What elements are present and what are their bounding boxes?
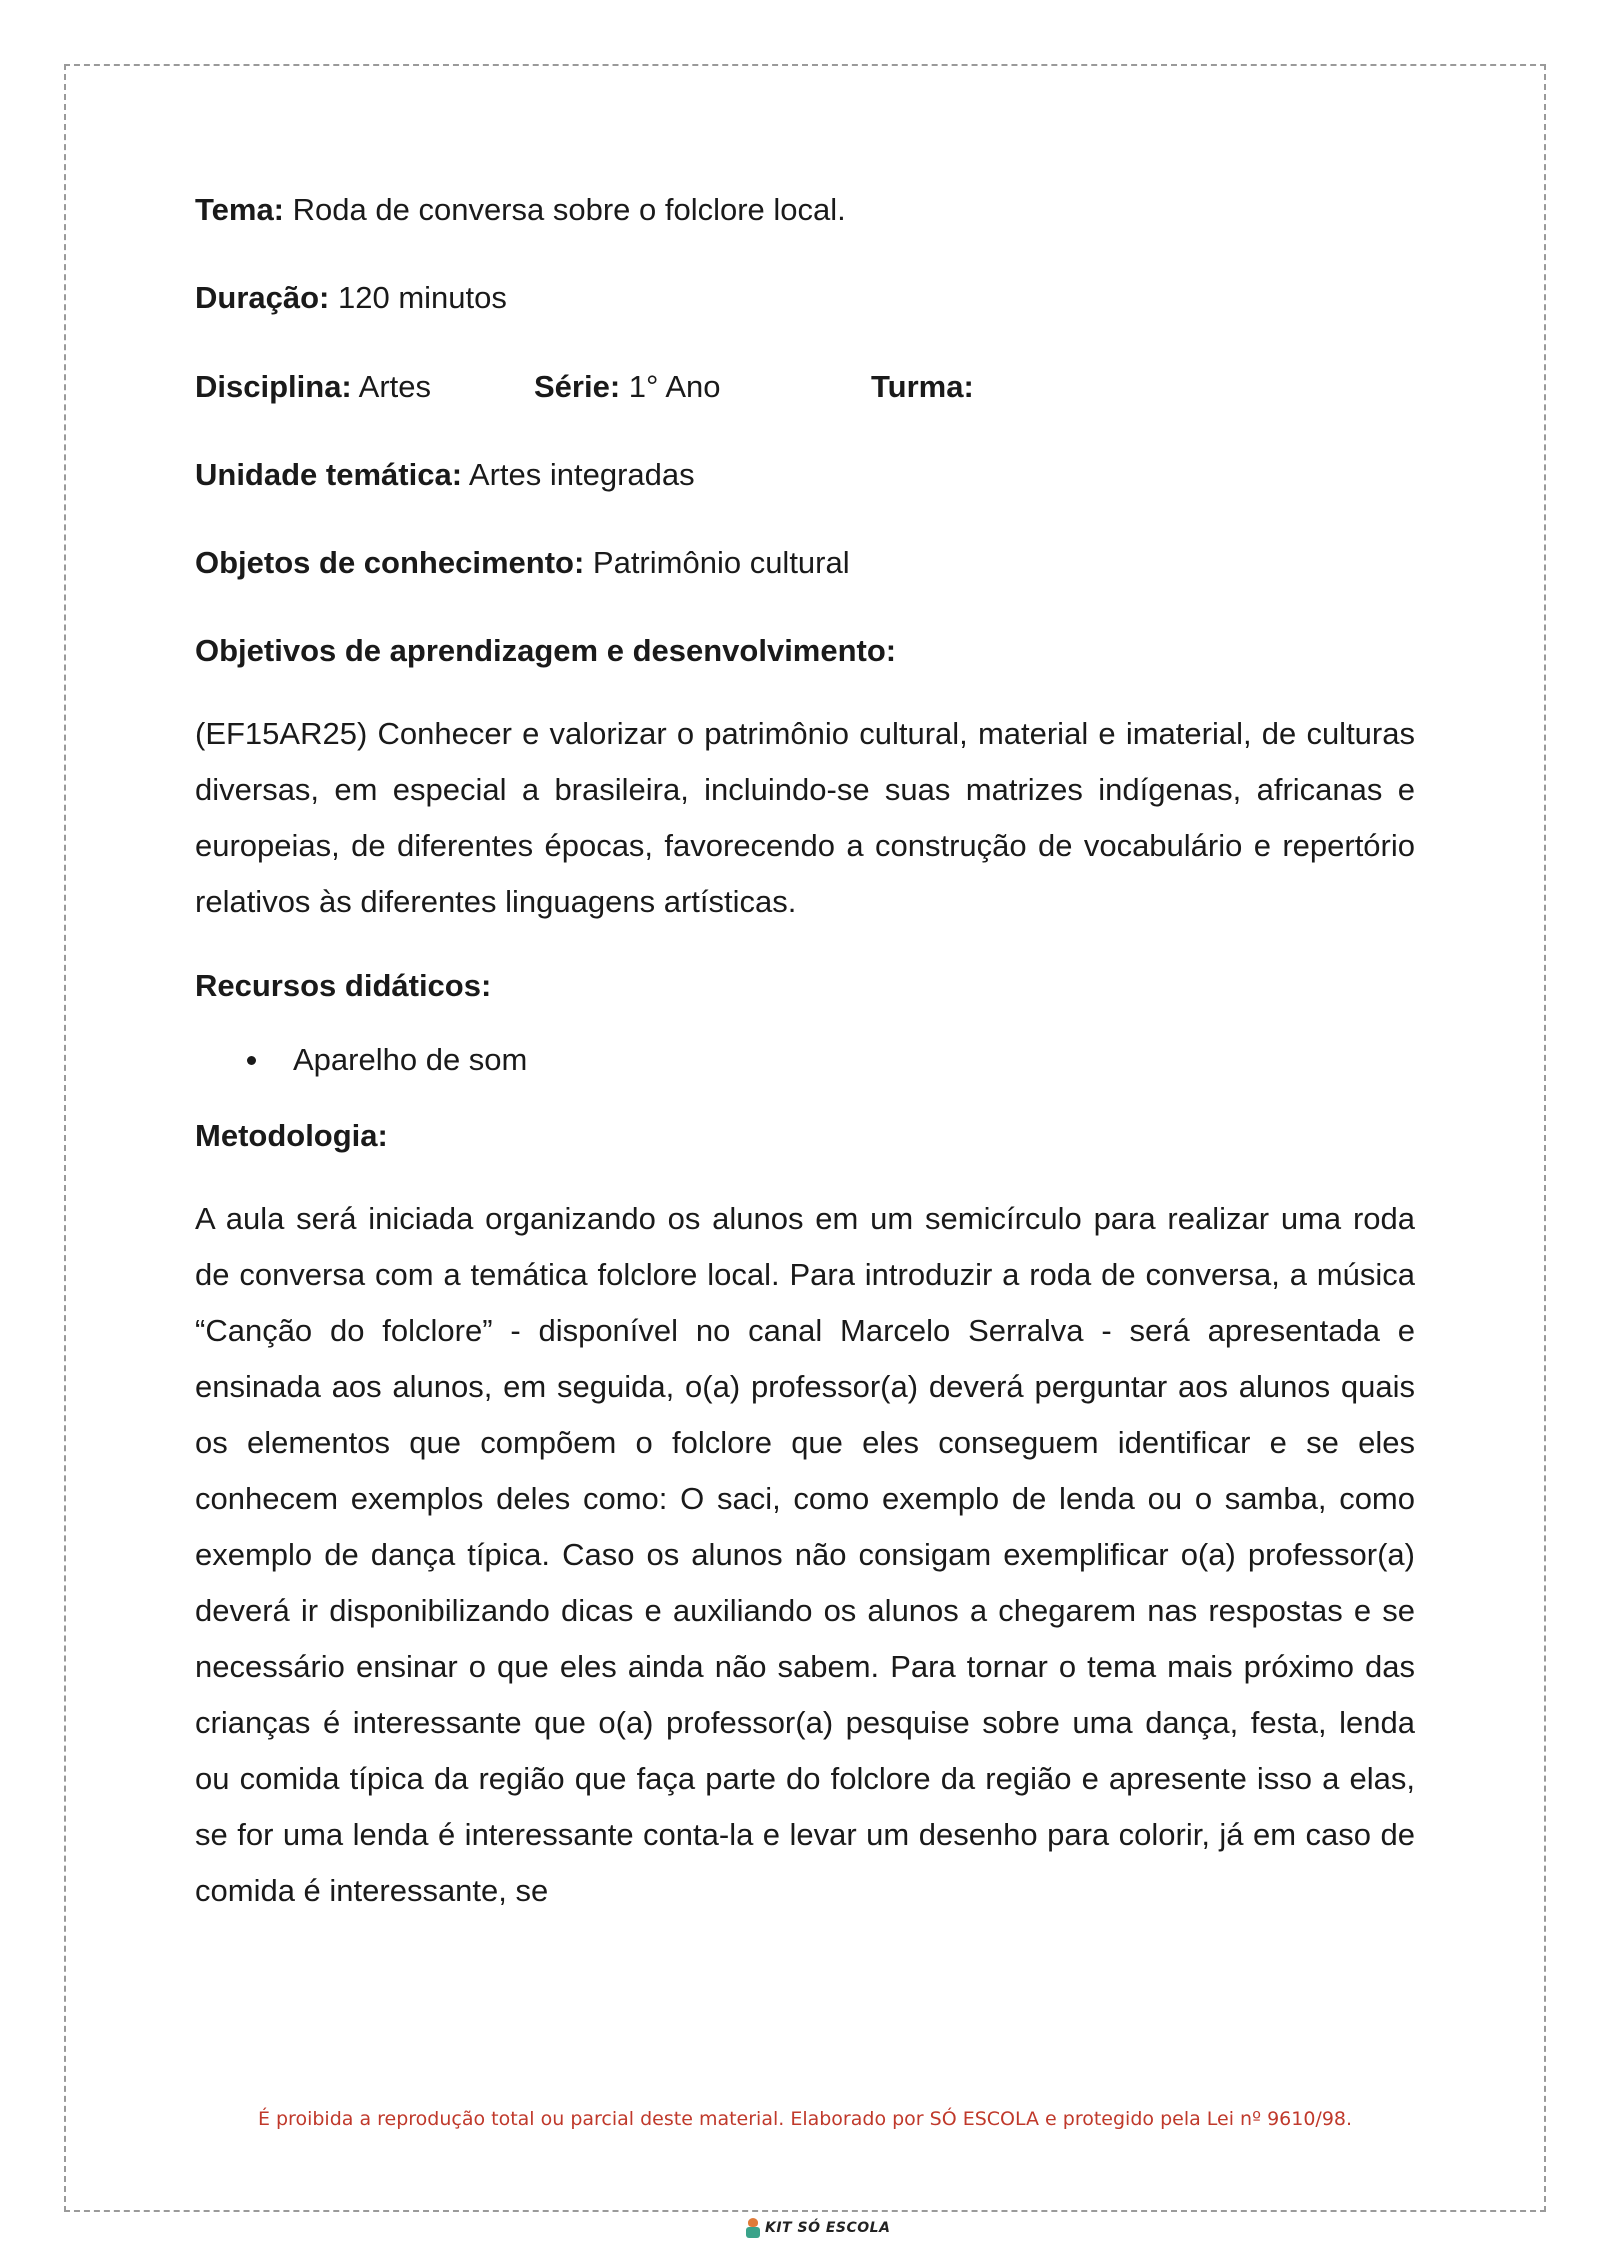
- metodologia-heading: Metodologia:: [195, 1118, 388, 1154]
- recurso-label: Aparelho de som: [293, 1042, 528, 1078]
- serie-value: 1° Ano: [628, 368, 721, 404]
- objetos-label: Objetos de conhecimento:: [195, 545, 585, 581]
- metodologia-text: A aula será iniciada organizando os alunos em um semicírculo para realizar uma roda de conversa com a temática folclore local. Para introduzir a roda de conversa, a música “Canção do folclore” - disponível no canal Marcelo Serralva - será apresentada e ensinada aos alunos, em seguida, o(a) professor(a) deverá perguntar aos alunos quais os elementos que compõem o folclore que eles conseguem identificar e se eles conhecem exemplos deles como: O saci, como exemplo de lenda ou o samba, como exemplo de dança típica. Caso os alunos não consigam exemplificar o(a) professor(a) deverá ir disponibilizando dicas e auxiliando os alunos a chegarem nas respostas e se necessário ensinar o que eles ainda não sabem. Para tornar o tema mais próximo das crianças é interessante que o(a) professor(a) pesquise sobre uma dança, festa, lenda ou comida típica da região que faça parte do folclore da região e apresente isso a elas, se for uma lenda é interessante conta-la e levar um desenho para colorir, já em caso de comida é interessante, se: [195, 1200, 1415, 1908]
- mascot-icon: [745, 2218, 761, 2238]
- objetivos-heading: Objetivos de aprendizagem e desenvolvimento:: [195, 633, 897, 669]
- copyright-notice: É proibida a reprodução total ou parcial deste material. Elaborado por SÓ ESCOLA e protegido pela Lei nº 9610/98.: [257, 2108, 1353, 2130]
- objetivos-text: (EF15AR25) Conhecer e valorizar o patrimônio cultural, material e imaterial, de culturas diversas, em especial a brasileira, incluindo-se suas matrizes indígenas, africanas e europeias, de diferentes épocas, favorecendo a construção de vocabulário e repertório relativos às diferentes linguagens artísticas.: [195, 715, 1415, 919]
- recursos-list: [195, 1040, 1415, 1080]
- list-item: [195, 1040, 1415, 1080]
- duracao-label: Duração:: [195, 280, 330, 316]
- duracao-value: 120 minutos: [338, 280, 507, 316]
- disciplina-label: Disciplina:: [195, 368, 352, 404]
- disciplina-field: [195, 367, 534, 407]
- bullet-icon: [247, 1056, 256, 1065]
- unidade-label: Unidade temática:: [195, 456, 463, 492]
- recursos-heading: Recursos didáticos:: [195, 967, 492, 1003]
- kit-so-escola-logo: [745, 2218, 890, 2238]
- serie-label: Série:: [534, 368, 621, 404]
- logo-text: KIT SÓ ESCOLA: [765, 2220, 891, 2236]
- tema-label: Tema:: [195, 192, 285, 227]
- tema-field: [195, 190, 1415, 230]
- unidade-value: Artes integradas: [468, 456, 695, 492]
- unidade-field: [195, 455, 1415, 495]
- tema-value: Roda de conversa sobre o folclore local.: [292, 192, 846, 227]
- serie-field: [534, 367, 871, 407]
- disciplina-serie-turma-row: [195, 367, 1415, 407]
- turma-label: Turma:: [871, 368, 974, 404]
- duracao-field: [195, 278, 1415, 318]
- objetos-field: [195, 543, 1415, 583]
- turma-field: [871, 367, 974, 407]
- objetos-value: Patrimônio cultural: [592, 545, 850, 581]
- lesson-plan: [195, 190, 1415, 1955]
- disciplina-value: Artes: [358, 368, 432, 404]
